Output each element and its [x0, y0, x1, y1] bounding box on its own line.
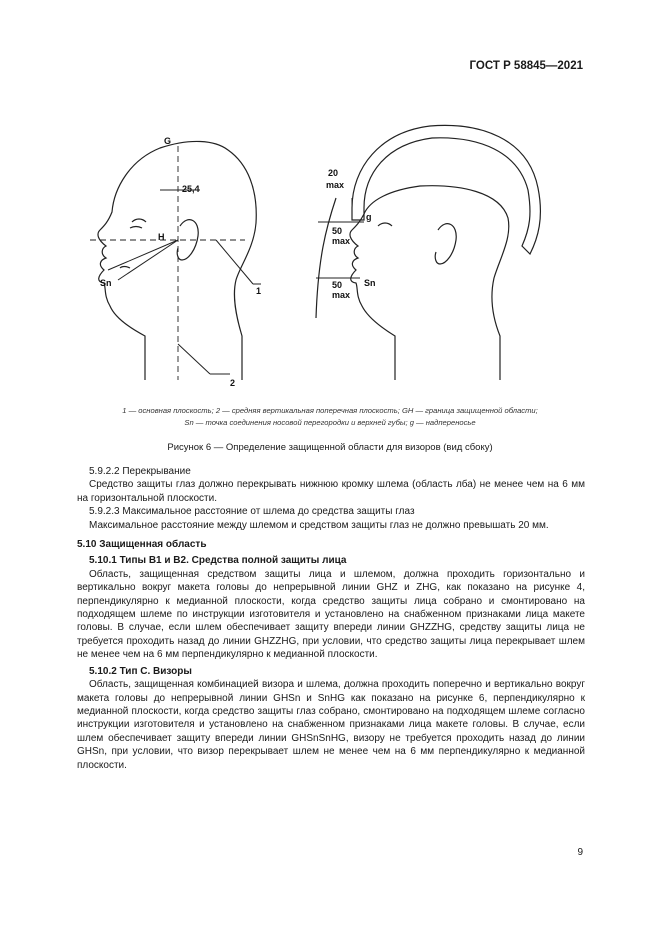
- legend-line-1: 1 — основная плоскость; 2 — средняя вертикальная поперечная плоскость; GH — граница защищенной области;: [122, 406, 538, 415]
- section-5-10-2-heading: 5.10.2 Тип С. Визоры: [89, 665, 192, 677]
- label-1: 1: [256, 286, 262, 296]
- legend-line-2: Sn — точка соединения носовой перегородки и верхней губы; g — надпереносье: [184, 418, 476, 427]
- label-max-2: max: [332, 236, 351, 246]
- body-text: [77, 465, 585, 772]
- para-5-9-2-2-title: 5.9.2.2 Перекрывание: [89, 466, 191, 477]
- figure-legend: [60, 405, 600, 429]
- label-20: 20: [328, 168, 339, 178]
- label-g-small: g: [366, 212, 372, 222]
- figure-caption: Рисунок 6 — Определение защищенной области для визоров (вид сбоку): [167, 442, 493, 453]
- label-max-1: max: [326, 180, 345, 190]
- right-ear: [435, 224, 456, 264]
- label-50-b: 50: [332, 280, 343, 290]
- figure-6-head-diagram: [60, 118, 600, 398]
- para-5-9-2-3-title: 5.9.2.3 Максимальное расстояние от шлема до средства защиты глаз: [89, 506, 415, 518]
- para-5-10-1-text: Область, защищенная средством защиты лица и шлемом, должна проходить горизонтально и вертикально вокруг макета головы до непрерывной линии GHZ и ZHG, как показано на рисунке 4, перпендикулярно к медианной плоскости, когда средство защиты лица собрано и смонтировано на подходящем шлеме по инструкции изготовителя и установлено на снабженном признаками лица макете головы. В случае, если шлем обеспечивает защиту впереди линии GHZZHG, средству защиты лица не требуется проходить назад до линии GHZZHG, при условии, что средство защиты лица перекрывает шлем не менее чем на 6 мм перпендикулярно к медианной плоскости.: [77, 568, 585, 661]
- para-5-10-2-text: Область, защищенная комбинацией визора и шлема, должна проходить поперечно и вертикально вокруг макета головы до непрерывной линии GHSn и SnHG как показано на рисунке 6, перпендикулярно к медианной плоскости, когда средство защиты глаз собрано, смонтировано на подходящем шлеме согласно инструкции изготовителя и установлено на снабженном признаками лица макете головы. В случае, если шлем обеспечивает защиту впереди линии GHSnSnHG, визору не требуется проходить назад до линии GHSn, при условии, что визор перекрывает шлем не менее чем на 6 мм перпендикулярно к медианной плоскости.: [77, 679, 585, 771]
- label-2: 2: [230, 378, 236, 388]
- para-5-9-2-2-text: Средство защиты глаз должно перекрывать нижнюю кромку шлема (область лба) не менее чем на 6 мм на горизонтальной плоскости.: [77, 479, 585, 504]
- label-g: G: [164, 136, 172, 146]
- left-head-outline: [98, 141, 256, 380]
- label-50-a: 50: [332, 226, 343, 236]
- section-5-10-1-heading: 5.10.1 Типы В1 и В2. Средства полной защиты лица: [89, 555, 347, 567]
- document-header: ГОСТ Р 58845—2021: [469, 60, 583, 72]
- page-number: 9: [577, 847, 583, 858]
- label-sn-right: Sn: [364, 278, 376, 288]
- section-5-10-heading: 5.10 Защищенная область: [77, 539, 207, 551]
- label-25-4: 25,4: [182, 184, 200, 194]
- para-5-9-2-3-text: Максимальное расстояние между шлемом и средством защиты глаз не должно превышать 20 мм.: [89, 519, 549, 531]
- helmet-shell: [352, 125, 540, 254]
- visor-line: [316, 198, 336, 318]
- label-max-3: max: [332, 290, 351, 300]
- label-sn-left: Sn: [100, 278, 112, 288]
- label-h: H: [158, 232, 165, 242]
